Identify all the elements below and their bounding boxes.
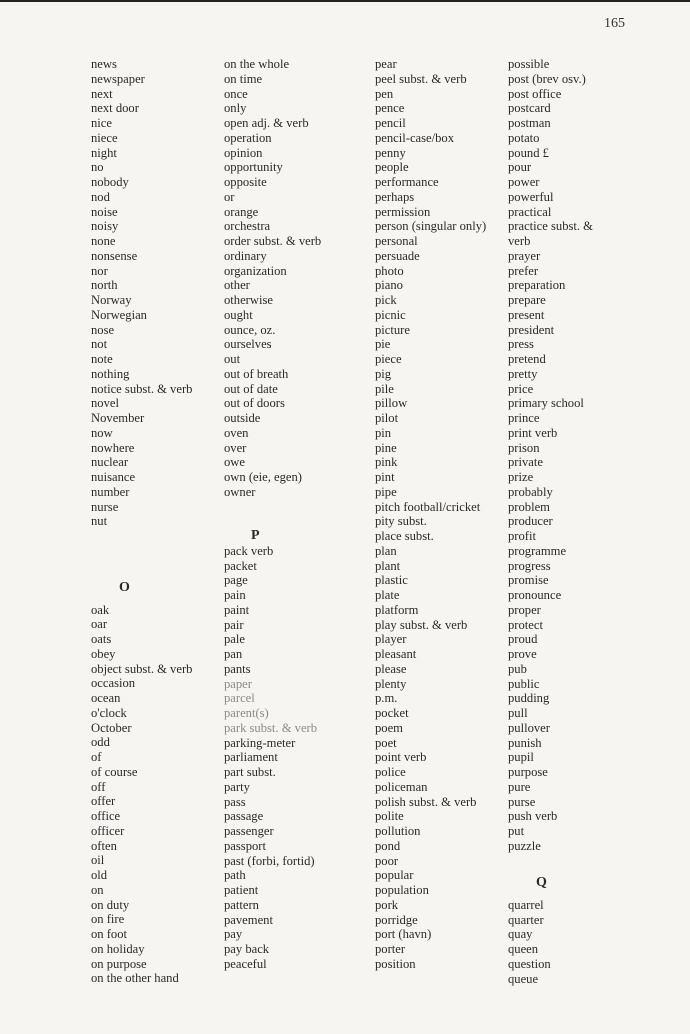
word-entry: oats (91, 632, 112, 646)
word-entry: player (375, 632, 407, 647)
word-entry: obey (91, 646, 116, 661)
word-entry: pitch football/cricket (375, 499, 481, 514)
word-entry: polish subst. & verb (375, 794, 477, 809)
word-entry: pint (375, 470, 395, 484)
word-entry: purpose (508, 765, 548, 779)
word-entry: own (eie, egen) (224, 470, 302, 484)
word-entry: nor (91, 263, 108, 278)
word-entry: now (91, 425, 113, 440)
word-entry: otherwise (224, 293, 273, 307)
word-entry: power (508, 175, 540, 189)
word-entry: nuisance (91, 470, 136, 484)
word-entry: opinion (224, 145, 263, 160)
word-entry: pay (224, 927, 243, 942)
word-entry: poem (375, 720, 403, 735)
word-entry: population (375, 883, 429, 897)
top-rule (0, 0, 690, 2)
word-entry: organization (224, 263, 287, 278)
word-entry: once (224, 86, 248, 101)
word-entry: packet (224, 558, 257, 573)
word-column-3 (375, 57, 486, 972)
word-entry: progress (508, 558, 551, 573)
word-entry: news (91, 57, 117, 71)
section-spacer (224, 500, 321, 530)
word-entry: parent(s) (224, 706, 269, 720)
word-entry: pleasant (375, 647, 417, 661)
word-entry: odd (91, 735, 110, 750)
word-entry: pollution (375, 824, 421, 838)
word-entry: passenger (224, 824, 274, 838)
word-entry: p.m. (375, 691, 398, 706)
word-entry: postcard (508, 101, 551, 116)
word-entry: no (91, 160, 104, 175)
word-entry: pan (224, 647, 243, 661)
word-entry: of course (91, 764, 138, 779)
word-entry: puzzle (508, 838, 541, 853)
word-entry: primary school (508, 396, 584, 411)
word-entry: pine (375, 440, 397, 455)
word-entry: party (224, 779, 250, 794)
word-entry: nose (91, 322, 115, 337)
word-entry: nuclear (91, 455, 129, 470)
word-entry: north (91, 278, 118, 293)
word-entry: pen (375, 86, 394, 101)
word-entry: pale (224, 632, 245, 647)
word-entry: piece (375, 352, 402, 366)
word-entry: paint (224, 602, 250, 617)
word-column-2 (224, 57, 321, 972)
word-entry: pay back (224, 942, 270, 956)
word-entry: prepare (508, 293, 546, 307)
word-entry: not (91, 337, 108, 352)
word-entry: ordinary (224, 248, 267, 263)
word-entry: photo (375, 263, 404, 278)
word-entry: out (224, 352, 241, 366)
word-entry: pin (375, 425, 392, 440)
word-entry: opportunity (224, 160, 283, 175)
word-entry: press (508, 337, 534, 352)
word-entry: prize (508, 470, 534, 484)
word-entry: on holiday (91, 941, 145, 956)
word-entry: penny (375, 145, 406, 160)
word-entry: owe (224, 455, 245, 470)
word-entry: persuade (375, 248, 420, 263)
word-entry: prayer (508, 248, 541, 263)
word-entry: position (375, 956, 416, 971)
word-entry: pile (375, 381, 394, 396)
word-entry: ounce, oz. (224, 322, 276, 337)
word-entry: occasion (91, 676, 136, 691)
word-entry: offer (91, 794, 116, 809)
word-entry: over (224, 440, 247, 455)
word-entry: performance (375, 175, 439, 189)
word-entry: prefer (508, 263, 539, 278)
word-entry: proper (508, 602, 541, 617)
word-entry: possible (508, 57, 550, 71)
word-entry: preparation (508, 278, 566, 293)
word-entry: pond (375, 838, 401, 853)
word-entry: out of date (224, 381, 278, 396)
word-entry: prison (508, 440, 540, 455)
word-entry: public (508, 676, 540, 691)
word-entry: protect (508, 617, 543, 632)
word-entry: piano (375, 278, 403, 293)
word-entry: pupil (508, 750, 534, 765)
word-entry: pure (508, 779, 531, 794)
word-entry: ourselves (224, 337, 272, 352)
section-letter-heading: P (251, 528, 260, 543)
word-entry: pie (375, 337, 391, 352)
word-entry: poor (375, 853, 399, 868)
word-entry: October (91, 720, 132, 735)
word-entry: punish (508, 735, 542, 750)
word-entry: put (508, 824, 525, 838)
word-entry: pair (224, 617, 244, 632)
word-entry: polite (375, 809, 404, 824)
word-entry: passage (224, 809, 264, 824)
word-entry: nurse (91, 499, 119, 514)
word-entry: quarrel (508, 897, 544, 912)
word-entry: postman (508, 116, 551, 130)
section-spacer (91, 529, 192, 573)
word-entry: peaceful (224, 956, 267, 971)
word-entry: purse (508, 794, 536, 809)
word-entry: off (91, 779, 106, 794)
word-entry: police (375, 765, 406, 779)
word-entry: parcel (224, 691, 255, 706)
page-number: 165 (604, 16, 625, 31)
word-entry: promise (508, 573, 549, 588)
word-entry: pass (224, 794, 246, 809)
word-column-4 (508, 57, 593, 986)
word-entry: patient (224, 883, 259, 897)
word-entry: pencil-case/box (375, 130, 455, 145)
word-entry: nobody (91, 175, 129, 189)
word-entry: picnic (375, 307, 406, 322)
word-entry: note (91, 352, 113, 366)
word-entry: Norwegian (91, 307, 147, 322)
word-entry: queen (508, 942, 539, 956)
word-entry: on (91, 882, 104, 897)
word-entry: office (91, 809, 121, 823)
word-column-1 (91, 57, 192, 986)
word-entry: opposite (224, 175, 267, 189)
word-entry: powerful (508, 189, 554, 204)
word-entry: programme (508, 543, 567, 558)
word-entry: parking-meter (224, 735, 296, 750)
word-entry: pour (508, 160, 532, 175)
word-entry: pain (224, 588, 246, 602)
word-entry: past (forbi, fortid) (224, 853, 315, 868)
word-entry: problem (508, 499, 550, 514)
word-entry: pilot (375, 411, 399, 425)
word-entry: oak (91, 602, 110, 617)
word-entry: personal (375, 234, 418, 248)
word-entry: nut (91, 514, 108, 529)
word-entry: platform (375, 602, 419, 617)
word-entry: on the whole (224, 57, 290, 71)
word-entry: pencil (375, 116, 406, 130)
word-entry: open adj. & verb (224, 116, 309, 130)
word-entry: nod (91, 189, 110, 204)
word-entry: out of breath (224, 366, 289, 381)
word-entry: ought (224, 307, 253, 322)
word-entry: nonsense (91, 248, 138, 263)
word-entry: pipe (375, 484, 397, 499)
word-entry: on foot (91, 927, 128, 941)
word-entry: order subst. & verb (224, 234, 322, 248)
word-entry: pence (375, 101, 405, 116)
word-entry: post (brev osv.) (508, 71, 586, 86)
word-entry: passport (224, 838, 266, 853)
word-entry: park subst. & verb (224, 720, 318, 735)
word-entry: paper (224, 676, 252, 691)
word-entry: or (224, 189, 235, 204)
word-entry: practice subst. & (508, 219, 593, 234)
word-entry: of (91, 750, 102, 764)
word-entry: perhaps (375, 189, 415, 204)
word-entry: pear (375, 57, 397, 71)
word-entry: notice subst. & verb (91, 381, 193, 396)
word-entry: people (375, 160, 409, 175)
word-entry: question (508, 956, 551, 971)
word-entry: noise (91, 204, 118, 219)
word-entry: prince (508, 411, 540, 425)
word-entry: private (508, 455, 543, 470)
word-entry: object subst. & verb (91, 661, 193, 676)
word-entry: other (224, 278, 250, 293)
word-entry: porridge (375, 912, 418, 927)
word-entry: niece (91, 130, 118, 145)
word-entry: push verb (508, 809, 558, 824)
word-entry: pound £ (508, 145, 549, 160)
word-entry: pillow (375, 396, 408, 411)
word-entry: novel (91, 396, 119, 411)
word-entry: ocean (91, 691, 121, 705)
word-entry: only (224, 101, 247, 116)
word-entry: prove (508, 647, 537, 661)
word-entry: noisy (91, 219, 119, 234)
word-entry: port (havn) (375, 927, 432, 942)
word-entry: on the other hand (91, 971, 179, 986)
section-letter-heading: Q (536, 875, 547, 891)
word-entry: pink (375, 455, 398, 470)
word-entry: pretty (508, 366, 538, 381)
word-entry: on time (224, 71, 263, 86)
word-entry: practical (508, 204, 552, 219)
word-entry: popular (375, 868, 414, 883)
word-entry: night (91, 145, 117, 160)
word-entry: pants (224, 661, 251, 676)
word-entry: operation (224, 130, 272, 145)
word-entry: picture (375, 322, 410, 337)
word-entry: parliament (224, 750, 278, 765)
word-entry: o'clock (91, 705, 127, 720)
word-entry: officer (91, 823, 125, 838)
word-entry: pattern (224, 897, 259, 912)
word-entry: outside (224, 411, 261, 425)
word-entry: path (224, 868, 246, 883)
word-entry: nothing (91, 366, 130, 381)
word-entry: pull (508, 706, 528, 720)
word-entry: place subst. (375, 529, 434, 543)
word-entry: permission (375, 204, 431, 219)
word-entry: pack verb (224, 543, 274, 558)
word-entry: poet (375, 735, 397, 750)
word-entry: next (91, 86, 113, 101)
word-entry: quay (508, 927, 533, 942)
word-entry: on duty (91, 897, 130, 912)
word-entry: present (508, 307, 545, 322)
word-entry: pig (375, 366, 392, 381)
word-entry: Norway (91, 293, 132, 307)
word-entry: play subst. & verb (375, 617, 468, 632)
word-entry: orange (224, 204, 259, 219)
word-entry: policeman (375, 779, 428, 794)
word-entry: oven (224, 425, 249, 440)
word-entry: please (375, 661, 407, 676)
word-entry: owner (224, 484, 256, 499)
word-entry: person (singular only) (375, 219, 487, 234)
word-entry: pick (375, 293, 397, 307)
word-entry: on purpose (91, 956, 147, 971)
word-entry: porter (375, 942, 406, 956)
word-entry: plate (375, 588, 400, 602)
word-entry: pity subst. (375, 514, 427, 529)
word-entry: oil (91, 853, 105, 868)
word-entry: pudding (508, 691, 550, 706)
word-entry: page (224, 573, 248, 588)
word-entry: November (91, 411, 145, 425)
word-entry: profit (508, 529, 536, 543)
word-entry: pavement (224, 912, 273, 927)
word-entry: plan (375, 543, 397, 558)
word-entry: on fire (91, 912, 125, 927)
word-entry: next door (91, 101, 139, 116)
word-entry: often (91, 838, 117, 853)
word-entry: post office (508, 86, 562, 101)
word-entry: plenty (375, 676, 407, 691)
word-entry: part subst. (224, 765, 276, 779)
word-entry: probably (508, 484, 553, 499)
section-spacer (508, 854, 593, 869)
word-entry: peel subst. & verb (375, 71, 467, 86)
word-entry: nowhere (91, 440, 135, 455)
word-entry: pocket (375, 706, 409, 720)
word-entry: pullover (508, 720, 550, 735)
word-entry: point verb (375, 750, 427, 765)
word-entry: pork (375, 897, 399, 912)
word-entry: verb (508, 234, 531, 248)
word-entry: president (508, 322, 555, 337)
word-entry: none (91, 234, 116, 248)
word-entry: quarter (508, 912, 544, 927)
word-entry: potato (508, 130, 540, 145)
word-entry: producer (508, 514, 553, 529)
word-entry: plastic (375, 573, 408, 588)
section-letter-heading: O (119, 580, 130, 595)
word-entry: newspaper (91, 71, 145, 86)
word-entry: number (91, 484, 130, 499)
word-entry: print verb (508, 425, 558, 440)
word-entry: out of doors (224, 396, 285, 411)
word-entry: pub (508, 661, 527, 676)
word-entry: old (91, 868, 108, 882)
word-entry: proud (508, 632, 538, 647)
word-entry: oar (91, 617, 108, 632)
word-entry: queue (508, 971, 539, 986)
word-entry: pretend (508, 352, 546, 366)
word-entry: pronounce (508, 588, 562, 602)
word-entry: price (508, 381, 534, 396)
word-entry: plant (375, 558, 401, 573)
word-entry: orchestra (224, 219, 271, 234)
word-entry: nice (91, 116, 112, 130)
